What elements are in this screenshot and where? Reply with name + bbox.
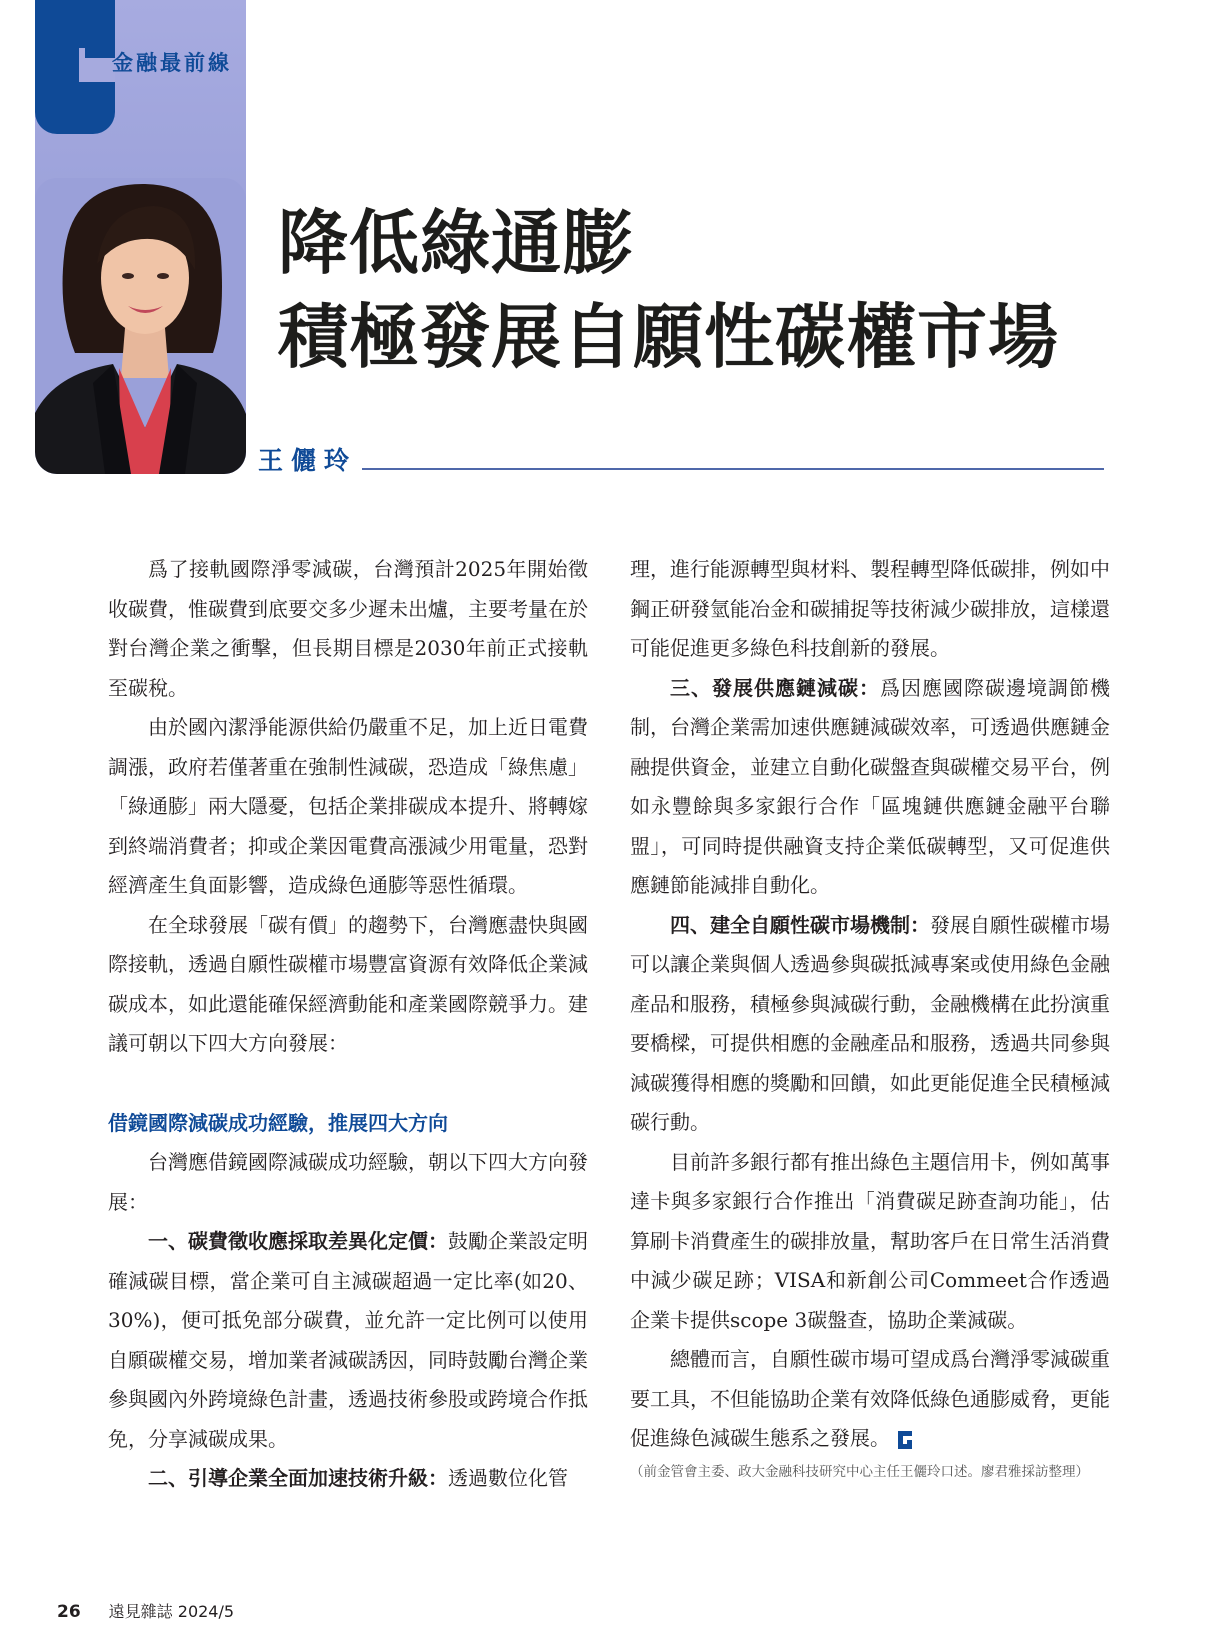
- list-item-body: 鼓勵企業設定明確減碳目標，當企業可自主減碳超過一定比率(如20、30%)，便可抵免部分碳費，並允許一定比例可以使用自願碳權交易，增加業者減碳誘因，同時鼓勵台灣企業參與國內外跨境綠色計畫，透過技術參股或跨境合作抵免，分享減碳成果。: [108, 1229, 588, 1451]
- author-divider: [362, 468, 1104, 470]
- left-column: [108, 550, 588, 1499]
- title-line-2: 積極發展自願性碳權市場: [278, 296, 1059, 378]
- list-item: [108, 1222, 588, 1459]
- paragraph: 台灣應借鏡國際減碳成功經驗，朝以下四大方向發展：: [108, 1150, 588, 1214]
- page-number: 26: [57, 1602, 81, 1622]
- list-item-body: 發展自願性碳權市場可以讓企業與個人透過參與碳抵減專案或使用綠色金融產品和服務，積極參與減碳行動，金融機構在此扮演重要橋樑，可提供相應的金融產品和服務，透過共同參與減碳獲得相應的獎勵和回饋，如此更能促進全民積極減碳行動。: [630, 912, 1110, 1134]
- g-end-mark-icon: [896, 1431, 912, 1449]
- list-item-title: 三、發展供應鏈減碳：: [670, 675, 880, 700]
- list-item-body: 透過數位化管: [448, 1466, 568, 1490]
- paragraph: 在全球發展「碳有價」的趨勢下，台灣應盡快與國際接軌，透過自願性碳權市場豐富資源有效降低企業減碳成本，如此還能確保經濟動能和產業國際競爭力。建議可朝以下四大方向發展：: [108, 912, 588, 1055]
- list-item-body: 爲因應國際碳邊境調節機制，台灣企業需加速供應鏈減碳效率，可透過供應鏈金融提供資金，並建立自動化碳盤查與碳權交易平台，例如永豐餘與多家銀行合作「區塊鏈供應鏈金融平台聯盟」，可同時提供融資支持企業低碳轉型，又可促進供應鏈節能減排自動化。: [630, 675, 1110, 897]
- paragraph: 目前許多銀行都有推出綠色主題信用卡，例如萬事達卡與多家銀行合作推出「消費碳足跡查詢功能」，估算刷卡消費產生的碳排放量，幫助客戶在日常生活消費中減少碳足跡；VISA和新創公司Commeet合作透過企業卡提供scope 3碳盤查，協助企業減碳。: [630, 1149, 1110, 1332]
- paragraph: 理，進行能源轉型與材料、製程轉型降低碳排，例如中鋼正研發氫能冶金和碳捕捉等技術減少碳排放，這樣還可能促進更多綠色科技創新的發展。: [630, 557, 1110, 660]
- list-item-title: 四、建全自願性碳市場機制：: [670, 912, 930, 937]
- section-label: 金融最前線: [112, 51, 232, 75]
- section-subhead: 借鏡國際減碳成功經驗，推展四大方向: [108, 1110, 448, 1135]
- author-portrait: [35, 178, 246, 474]
- author-name: 王儷玲: [258, 446, 358, 475]
- g-section-logo: [35, 0, 115, 134]
- attribution-note: （前金管會主委、政大金融科技研究中心主任王儷玲口述。廖君雅採訪整理）: [630, 1463, 1089, 1480]
- list-item: [108, 1459, 588, 1499]
- list-item: [630, 906, 1110, 1143]
- article-title: [278, 196, 1059, 384]
- list-item: [630, 669, 1110, 906]
- page-footer: [57, 1599, 234, 1622]
- paragraph: 爲了接軌國際淨零減碳，台灣預計2025年開始徵收碳費，惟碳費到底要交多少遲未出爐，主要考量在於對台灣企業之衝擊，但長期目標是2030年前正式接軌至碳稅。: [108, 557, 588, 700]
- list-item-title: 一、碳費徵收應採取差異化定價：: [148, 1229, 448, 1253]
- list-item-title: 二、引導企業全面加速技術升級：: [148, 1466, 448, 1490]
- paragraph: 由於國內潔淨能源供給仍嚴重不足，加上近日電費調漲，政府若僅著重在強制性減碳，恐造成「綠焦慮」「綠通膨」兩大隱憂，包括企業排碳成本提升、將轉嫁到終端消費者；抑或企業因電費高漲減少用電量，恐對經濟產生負面影響，造成綠色通膨等惡性循環。: [108, 715, 588, 897]
- closing-text: 總體而言，自願性碳市場可望成爲台灣淨零減碳重要工具，不但能協助企業有效降低綠色通膨威脅，更能促進綠色減碳生態系之發展。: [630, 1347, 1110, 1450]
- publication-info: 遠見雜誌 2024/5: [108, 1602, 235, 1621]
- paragraph: [630, 1340, 1110, 1459]
- right-column: [630, 550, 1110, 1485]
- title-line-1: 降低綠通膨: [278, 202, 633, 284]
